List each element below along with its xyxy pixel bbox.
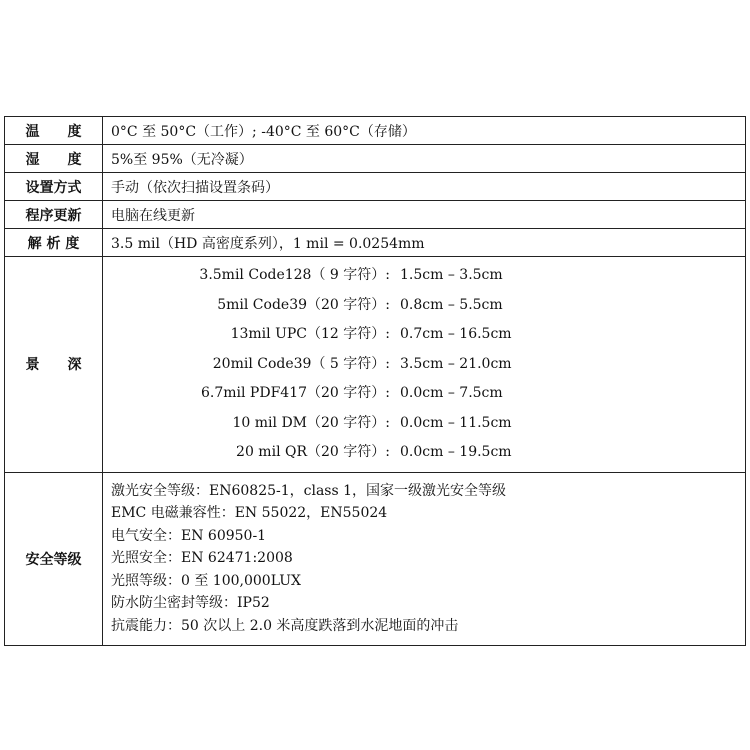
list-item: EMC 电磁兼容性：EN 55022，EN55024 — [111, 505, 388, 522]
row-depth-of-field — [5, 257, 746, 473]
row-value-program-update: 电脑在线更新 — [103, 201, 746, 229]
dof-barcode-spec: 3.5mil Code128（ 9 字符）: — [199, 267, 390, 283]
row-label-temperature: 温 度 — [5, 117, 103, 145]
dof-range: 0.0cm – 19.5cm — [400, 444, 512, 460]
row-label-setup-method: 设置方式 — [5, 173, 103, 201]
row-label-depth-of-field: 景 深 — [5, 257, 103, 473]
list-item — [111, 291, 745, 321]
list-item: 光照安全：EN 62471:2008 — [111, 550, 293, 567]
list-item: 光照等级：0 至 100,000LUX — [111, 572, 301, 589]
depth-of-field-list — [111, 257, 745, 472]
list-item: 激光安全等级：EN60825-1，class 1，国家一级激光安全等级 — [111, 482, 507, 499]
list-item: 防水防尘密封等级：IP52 — [111, 595, 270, 612]
dof-barcode-spec: 10 mil DM（20 字符）: — [232, 414, 390, 431]
row-setup-method — [5, 173, 746, 201]
dof-barcode-spec: 13mil UPC（12 字符）: — [230, 326, 390, 342]
safety-values — [103, 472, 746, 645]
dof-barcode-spec: 5mil Code39（20 字符）: — [217, 296, 390, 313]
depth-of-field-values — [103, 257, 746, 473]
spec-table — [4, 116, 746, 646]
list-item: 抗震能力：50 次以上 2.0 米高度跌落到水泥地面的冲击 — [111, 617, 459, 634]
row-label-program-update: 程序更新 — [5, 201, 103, 229]
dof-barcode-spec: 20 mil QR（20 字符）: — [236, 444, 390, 460]
list-item — [111, 350, 745, 380]
dof-range: 0.8cm – 5.5cm — [400, 296, 503, 313]
dof-barcode-spec: 20mil Code39（ 5 字符）: — [212, 355, 390, 372]
row-value-temperature: 0°C 至 50°C（工作）; -40°C 至 60°C（存储） — [103, 117, 746, 145]
row-temperature — [5, 117, 746, 145]
row-humidity — [5, 145, 746, 173]
row-label-humidity: 湿 度 — [5, 145, 103, 173]
row-resolution — [5, 229, 746, 257]
row-label-safety: 安全等级 — [5, 472, 103, 645]
row-value-resolution: 3.5 mil（HD 高密度系列），1 mil = 0.0254mm — [103, 229, 746, 257]
list-item — [111, 438, 745, 468]
dof-range: 0.0cm – 7.5cm — [400, 385, 503, 401]
list-item — [111, 320, 745, 350]
row-value-setup-method: 手动（依次扫描设置条码） — [103, 173, 746, 201]
dof-range: 3.5cm – 21.0cm — [400, 355, 512, 372]
row-program-update — [5, 201, 746, 229]
row-label-resolution: 解 析 度 — [5, 229, 103, 257]
dof-range: 1.5cm – 3.5cm — [400, 267, 503, 283]
dof-range: 0.7cm – 16.5cm — [400, 326, 512, 342]
dof-range: 0.0cm – 11.5cm — [400, 414, 512, 431]
list-item — [111, 379, 745, 409]
row-value-humidity: 5%至 95%（无冷凝） — [103, 145, 746, 173]
list-item — [111, 409, 745, 439]
dof-barcode-spec: 6.7mil PDF417（20 字符）: — [200, 385, 390, 401]
list-item: 电气安全：EN 60950-1 — [111, 527, 267, 544]
list-item — [111, 261, 745, 291]
row-safety — [5, 472, 746, 645]
